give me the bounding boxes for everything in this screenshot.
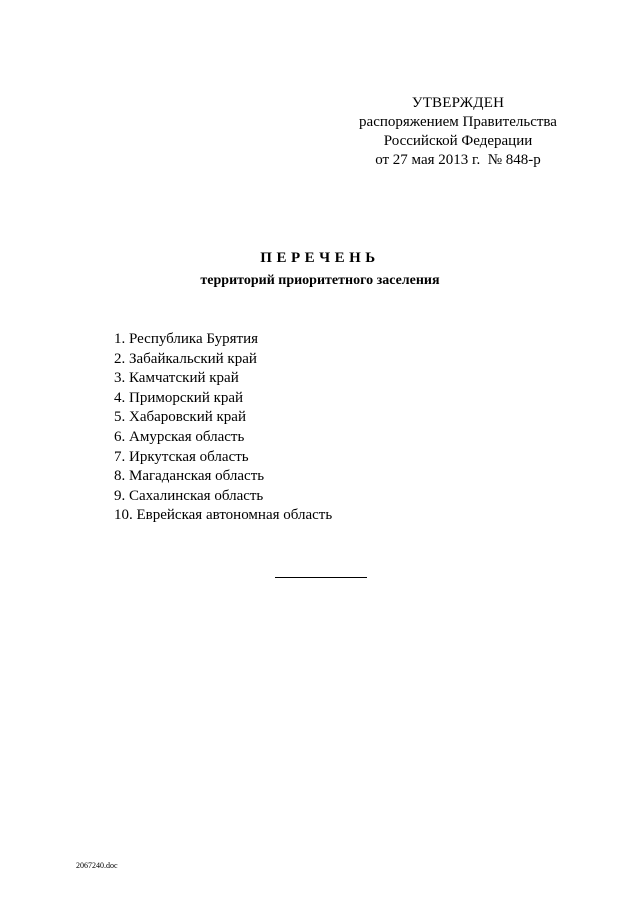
list-item: 1. Республика Бурятия (114, 331, 259, 347)
list-item: 8. Магаданская область (114, 468, 265, 485)
end-divider (275, 577, 367, 578)
document-subtitle: территорий приоритетного заселения (200, 273, 440, 288)
approval-line: Российской Федерации (383, 133, 533, 149)
list-item: 2. Забайкальский край (114, 350, 257, 367)
list-item: 3. Камчатский край (114, 370, 239, 387)
list-item: 6. Амурская область (114, 428, 245, 445)
list-item: 4. Приморский край (114, 389, 244, 406)
approval-block (300, 94, 616, 170)
file-name-footer: 2067240.doc (76, 861, 118, 870)
list-item: 10. Еврейская автономная область (114, 507, 333, 524)
list-item: 9. Сахалинская область (114, 487, 264, 504)
approval-heading: УТВЕРЖДЕН (411, 95, 505, 111)
document-title: ПЕРЕЧЕНЬ (260, 250, 380, 266)
territory-list (114, 330, 332, 526)
list-item: 7. Иркутская область (114, 448, 249, 465)
approval-line: распоряжением Правительства (359, 114, 557, 130)
approval-date-number: от 27 мая 2013 г. № 848-р (375, 152, 541, 168)
list-item: 5. Хабаровский край (114, 409, 246, 426)
